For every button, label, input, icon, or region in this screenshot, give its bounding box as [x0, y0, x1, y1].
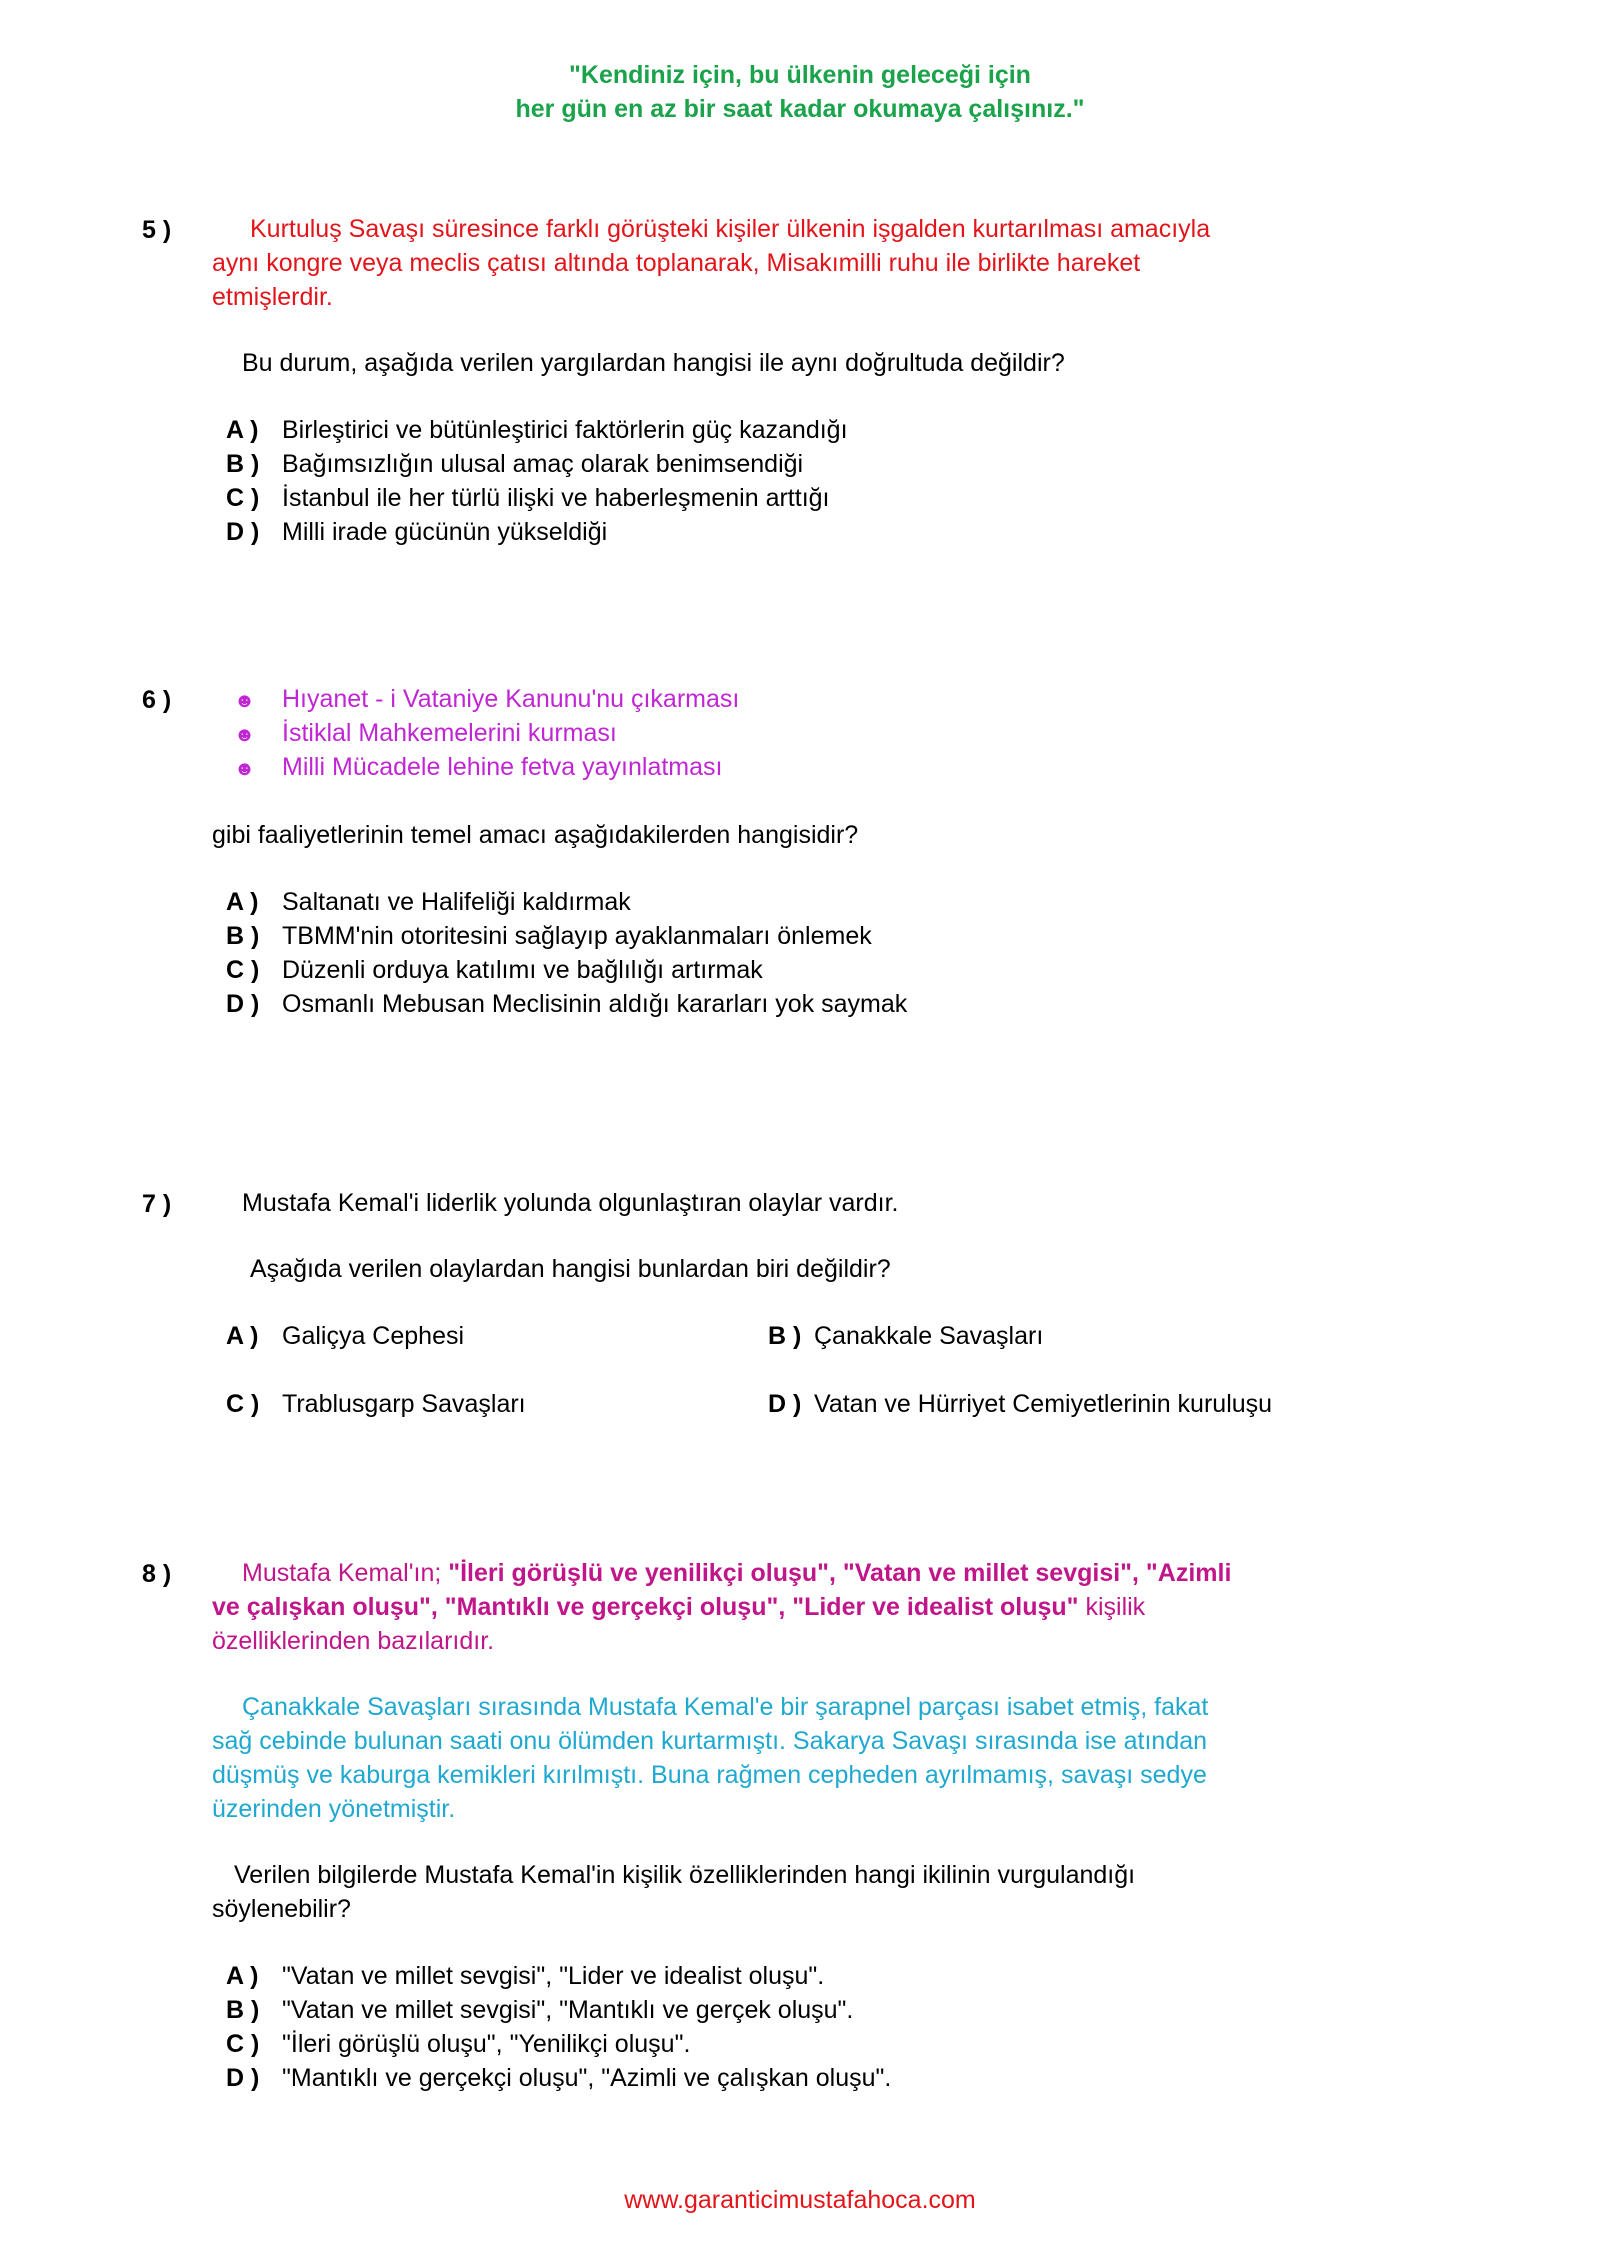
smiley-icon: ☻ [234, 724, 256, 746]
q7-option-a-text[interactable]: Galiçya Cephesi [282, 1322, 465, 1350]
header-line-2: her gün en az bir saat kadar okumaya çalışınız." [515, 95, 1085, 123]
q5-intro-line-3: etmişlerdir. [212, 283, 333, 311]
q8-intro-line-2 [212, 1590, 1145, 1624]
q7-option-c-text[interactable]: Trablusgarp Savaşları [282, 1390, 526, 1418]
q6-option-a-letter[interactable]: A ) [226, 888, 259, 916]
q7-option-b-text[interactable]: Çanakkale Savaşları [814, 1322, 1044, 1350]
q8-traits-part-2: ve çalışkan oluşu", "Mantıklı ve gerçekçi oluşu", "Lider ve idealist oluşu" [212, 1593, 1079, 1621]
q6-option-c-letter[interactable]: C ) [226, 956, 260, 984]
q8-intro-line-1 [242, 1556, 1231, 1590]
q8-option-c-letter[interactable]: C ) [226, 2030, 260, 2058]
q8-passage-line-4: üzerinden yönetmiştir. [212, 1795, 456, 1823]
q7-option-a-letter[interactable]: A ) [226, 1322, 259, 1350]
question-7-number: 7 ) [142, 1190, 172, 1218]
q8-option-a-text[interactable]: "Vatan ve millet sevgisi", "Lider ve idealist oluşu". [282, 1962, 825, 1990]
page-header [0, 58, 1600, 126]
question-6-number: 6 ) [142, 686, 172, 714]
q8-option-b-letter[interactable]: B ) [226, 1996, 260, 2024]
q6-question: gibi faaliyetlerinin temel amacı aşağıdakilerden hangisidir? [212, 821, 859, 849]
footer-website-link[interactable]: www.garanticimustafahoca.com [624, 2186, 976, 2214]
q5-option-a-letter[interactable]: A ) [226, 416, 259, 444]
smiley-icon: ☻ [234, 690, 256, 712]
q8-passage-line-3: düşmüş ve kaburga kemikleri kırılmıştı. Buna rağmen cepheden ayrılmamış, savaşı sedye [212, 1761, 1207, 1789]
q6-bullet-3: Milli Mücadele lehine fetva yayınlatması [282, 753, 723, 781]
q5-option-c-text[interactable]: İstanbul ile her türlü ilişki ve haberleşmenin arttığı [282, 484, 830, 512]
q5-intro-line-2: aynı kongre veya meclis çatısı altında toplanarak, Misakımilli ruhu ile birlikte hareket [212, 249, 1141, 277]
q5-intro-line-1: Kurtuluş Savaşı süresince farklı görüşteki kişiler ülkenin işgalden kurtarılması amacıyla [250, 215, 1211, 243]
q6-bullet-2: İstiklal Mahkemelerini kurması [282, 719, 617, 747]
q7-option-c-letter[interactable]: C ) [226, 1390, 260, 1418]
q5-option-d-letter[interactable]: D ) [226, 518, 260, 546]
q8-option-a-letter[interactable]: A ) [226, 1962, 259, 1990]
q8-option-c-text[interactable]: "İleri görüşlü oluşu", "Yenilikçi oluşu". [282, 2030, 691, 2058]
q7-intro: Mustafa Kemal'i liderlik yolunda olgunlaştıran olaylar vardır. [242, 1189, 899, 1217]
q7-option-d-letter[interactable]: D ) [768, 1390, 802, 1418]
q5-option-d-text[interactable]: Milli irade gücünün yükseldiği [282, 518, 608, 546]
q7-option-b-letter[interactable]: B ) [768, 1322, 802, 1350]
q8-option-b-text[interactable]: "Vatan ve millet sevgisi", "Mantıklı ve gerçek oluşu". [282, 1996, 854, 2024]
q8-option-d-letter[interactable]: D ) [226, 2064, 260, 2092]
q5-option-b-letter[interactable]: B ) [226, 450, 260, 478]
q8-passage-line-2: sağ cebinde bulunan saati onu ölümden kurtarmıştı. Sakarya Savaşı sırasında ise atından [212, 1727, 1208, 1755]
q6-option-c-text[interactable]: Düzenli orduya katılımı ve bağlılığı artırmak [282, 956, 763, 984]
q5-option-b-text[interactable]: Bağımsızlığın ulusal amaç olarak benimsendiği [282, 450, 804, 478]
q8-intro-suffix: kişilik [1078, 1593, 1146, 1621]
smiley-icon: ☻ [234, 758, 256, 780]
q8-intro-line-3: özelliklerinden bazılarıdır. [212, 1627, 495, 1655]
question-5-number: 5 ) [142, 216, 172, 244]
q8-question-line-2: söylenebilir? [212, 1895, 351, 1923]
question-8-number: 8 ) [142, 1560, 172, 1588]
q6-option-a-text[interactable]: Saltanatı ve Halifeliği kaldırmak [282, 888, 631, 916]
q8-passage-line-1: Çanakkale Savaşları sırasında Mustafa Kemal'e bir şarapnel parçası isabet etmiş, fakat [242, 1693, 1209, 1721]
q8-traits-part-1: "İleri görüşlü ve yenilikçi oluşu", "Vatan ve millet sevgisi", "Azimli [448, 1559, 1232, 1587]
q5-option-c-letter[interactable]: C ) [226, 484, 260, 512]
q6-option-b-letter[interactable]: B ) [226, 922, 260, 950]
q6-option-b-text[interactable]: TBMM'nin otoritesini sağlayıp ayaklanmaları önlemek [282, 922, 872, 950]
q5-question: Bu durum, aşağıda verilen yargılardan hangisi ile aynı doğrultuda değildir? [242, 349, 1065, 377]
q8-question-line-1: Verilen bilgilerde Mustafa Kemal'in kişilik özelliklerinden hangi ikilinin vurgulandığı [234, 1861, 1136, 1889]
q6-option-d-letter[interactable]: D ) [226, 990, 260, 1018]
q5-option-a-text[interactable]: Birleştirici ve bütünleştirici faktörlerin güç kazandığı [282, 416, 848, 444]
header-line-1: "Kendiniz için, bu ülkenin geleceği için [569, 61, 1031, 89]
q8-intro-prefix: Mustafa Kemal'ın; [242, 1559, 449, 1587]
q6-bullet-1: Hıyanet - i Vataniye Kanunu'nu çıkarması [282, 685, 740, 713]
q8-option-d-text[interactable]: "Mantıklı ve gerçekçi oluşu", "Azimli ve çalışkan oluşu". [282, 2064, 892, 2092]
q6-option-d-text[interactable]: Osmanlı Mebusan Meclisinin aldığı kararları yok saymak [282, 990, 908, 1018]
q7-question: Aşağıda verilen olaylardan hangisi bunlardan biri değildir? [250, 1255, 891, 1283]
q7-option-d-text[interactable]: Vatan ve Hürriyet Cemiyetlerinin kuruluşu [814, 1390, 1273, 1418]
